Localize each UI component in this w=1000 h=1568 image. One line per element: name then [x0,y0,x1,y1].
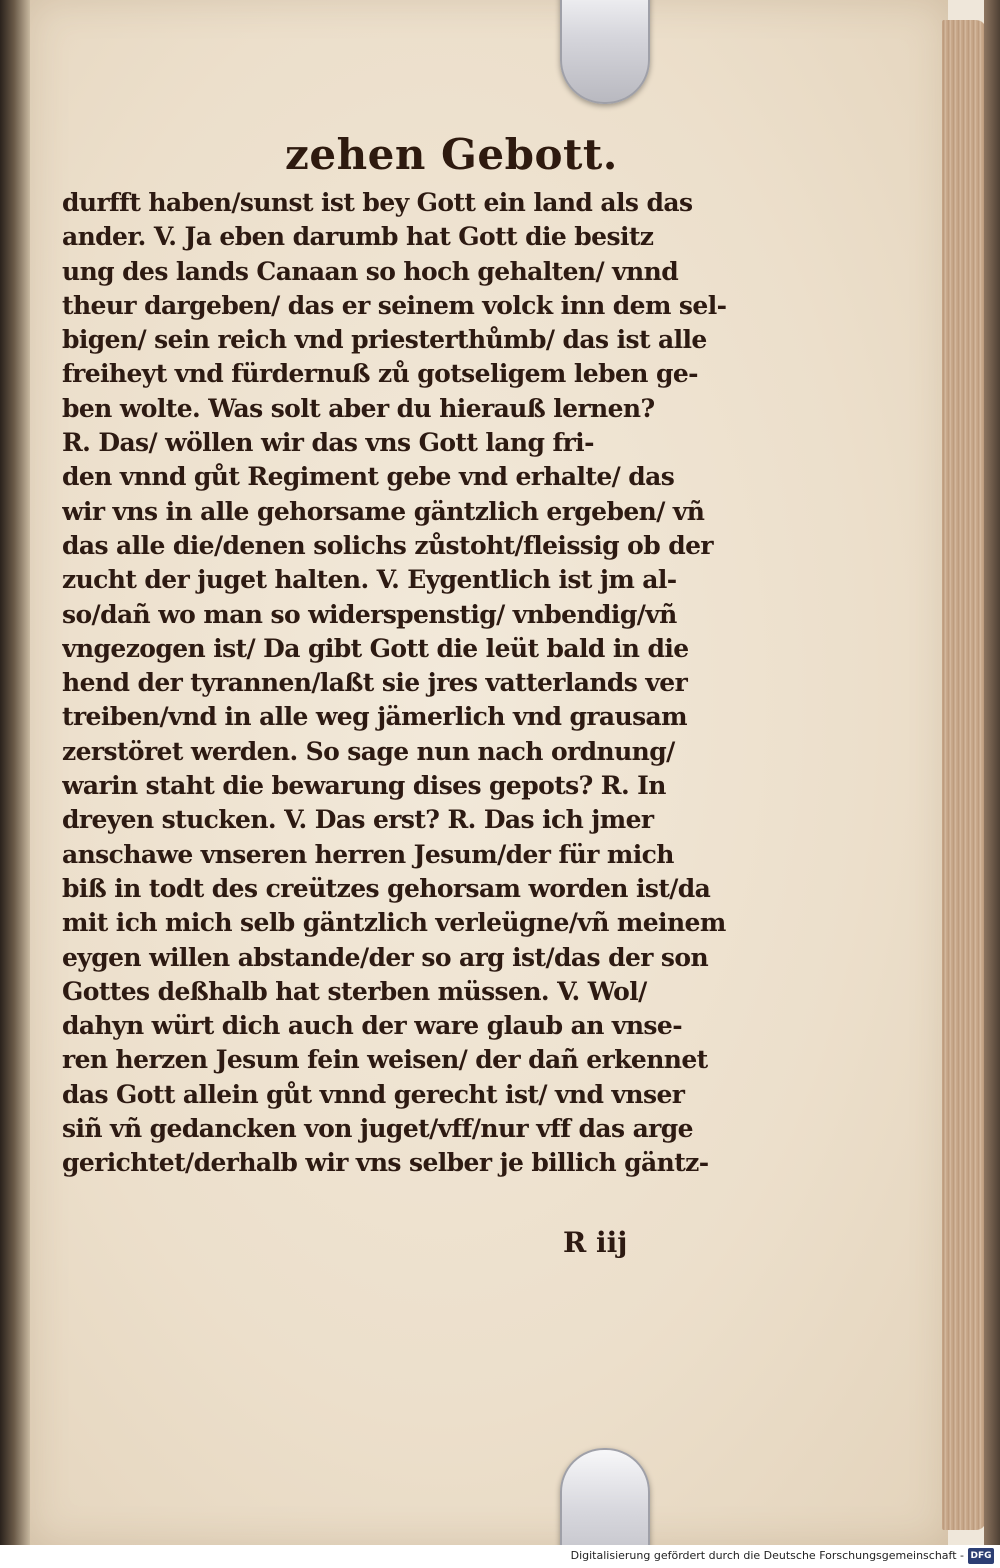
book-edge [984,0,1000,1545]
text-line: treiben/vnd in alle weg jämerlich vnd grausam [62,702,688,732]
text-line: freiheyt vnd fürdernuß zů gotseligem leben ge- [62,359,698,389]
text-line: gerichtet/derhalb wir vns selber je billich gäntz- [62,1148,709,1178]
text-line: dreyen stucken. V. Das erst? R. Das ich jmer [62,805,654,835]
running-head: zehen Gebott. [285,130,618,179]
text-line: ung des lands Canaan so hoch gehalten/ vnnd [62,256,679,286]
text-line: siñ vñ gedancken von juget/vff/nur vff das arge [62,1114,693,1144]
text-line: R. Das/ wöllen wir das vns Gott lang fri- [62,428,594,458]
dfg-logo: DFG [968,1548,994,1564]
text-line: ren herzen Jesum fein weisen/ der dañ erkennet [62,1045,708,1075]
text-line: das Gott allein gůt vnnd gerecht ist/ vnd vnser [62,1079,685,1109]
text-line: warin staht die bewarung dises gepots? R. In [62,771,666,801]
text-line: hend der tyrannen/laßt sie jres vatterlands ver [62,668,688,698]
footer-credit: Digitalisierung gefördert durch die Deutsche Forschungsgemeinschaft - [570,1549,964,1562]
page-clip-top [560,0,650,104]
text-line: den vnnd gůt Regiment gebe vnd erhalte/ das [62,462,675,492]
text-line: vngezogen ist/ Da gibt Gott die leüt bald in die [62,633,689,663]
text-line: Gottes deßhalb hat sterben müssen. V. Wol/ [62,976,647,1006]
text-line: ander. V. Ja eben darumb hat Gott die besitz [62,222,654,252]
text-line: so/dañ wo man so widerspenstig/ vnbendig/vñ [62,599,677,629]
text-line: bigen/ sein reich vnd priesterthůmb/ das ist alle [62,325,707,355]
text-line: zerstöret werden. So sage nun nach ordnung/ [62,736,675,766]
text-line: dahyn würt dich auch der ware glaub an vnse- [62,1011,682,1041]
text-line: anschawe vnseren herren Jesum/der für mich [62,839,674,869]
text-line: mit ich mich selb gäntzlich verleügne/vñ meinem [62,908,726,938]
text-line: wir vns in alle gehorsame gäntzlich ergeben/ vñ [62,496,705,526]
text-line: theur dargeben/ das er seinem volck inn dem sel- [62,290,727,320]
page-edges [942,20,986,1530]
text-line: das alle die/denen solichs zůstoht/fleissig ob der [62,530,713,560]
text-line: ben wolte. Was solt aber du hierauß lernen? [62,393,655,423]
signature-mark: R iij [563,1226,628,1259]
text-line: durfft haben/sunst ist bey Gott ein land als das [62,188,693,217]
text-line: biß in todt des creützes gehorsam worden ist/da [62,873,711,903]
text-line: eygen willen abstande/der so arg ist/das der son [62,942,709,972]
text-line: zucht der juget halten. V. Eygentlich ist jm al- [62,565,677,595]
body-text [62,186,742,1181]
